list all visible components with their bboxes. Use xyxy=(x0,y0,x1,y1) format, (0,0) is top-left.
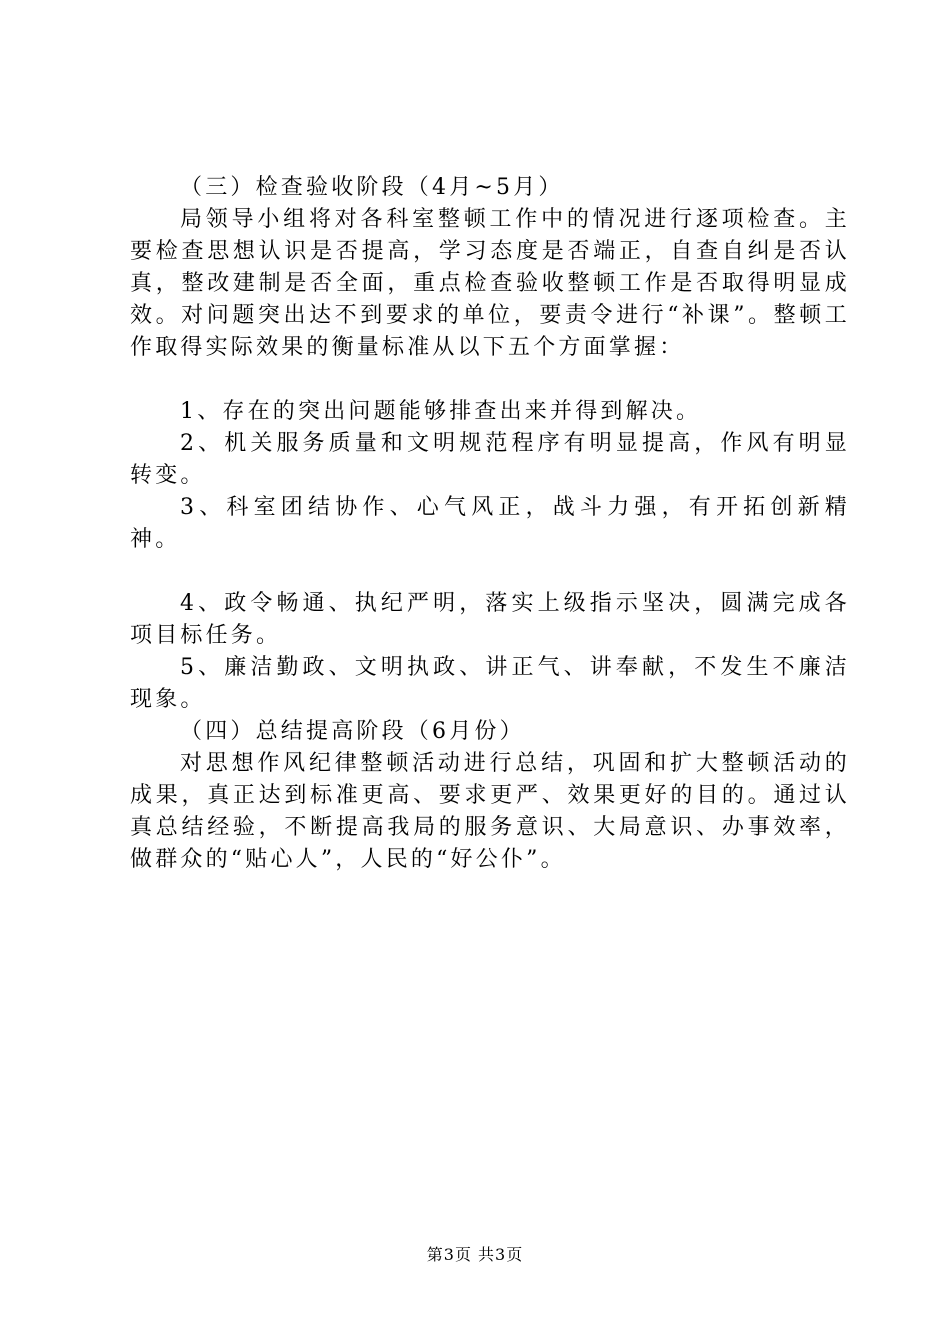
page-number-footer: 第3页 共3页 xyxy=(426,1245,524,1264)
list-item-5: 5、廉洁勤政、文明执政、讲正气、讲奉献，不发生不廉洁现象。 xyxy=(130,655,850,712)
section-heading-summary: （四）总结提高阶段（6月份） xyxy=(180,719,525,744)
list-item-2: 2、机关服务质量和文明规范程序有明显提高，作风有明显转变。 xyxy=(130,431,850,488)
paragraph-inspection-body: 局领导小组将对各科室整顿工作中的情况进行逐项检查。主要检查思想认识是否提高，学习态度是否端正，自查自纠是否认真，整改建制是否全面，重点检查验收整顿工作是否取得明显成效。对问题突出达不到要求的单位，要责令进行“补课”。整顿工作取得实际效果的衡量标准从以下五个方面掌握： xyxy=(130,207,850,360)
list-item-1: 1、存在的突出问题能够排查出来并得到解决。 xyxy=(180,399,702,424)
document-body xyxy=(130,172,850,876)
paragraph-summary-body: 对思想作风纪律整顿活动进行总结，巩固和扩大整顿活动的成果，真正达到标准更高、要求更严、效果更好的目的。通过认真总结经验，不断提高我局的服务意识、大局意识、办事效率，做群众的“贴心人”，人民的“好公仆”。 xyxy=(130,751,850,872)
list-item-4: 4、政令畅通、执纪严明，落实上级指示坚决，圆满完成各项目标任务。 xyxy=(130,591,850,648)
section-heading-inspection: （三）检查验收阶段（4月~5月） xyxy=(180,175,564,200)
list-item-3: 3、科室团结协作、心气风正，战斗力强，有开拓创新精神。 xyxy=(130,495,850,552)
